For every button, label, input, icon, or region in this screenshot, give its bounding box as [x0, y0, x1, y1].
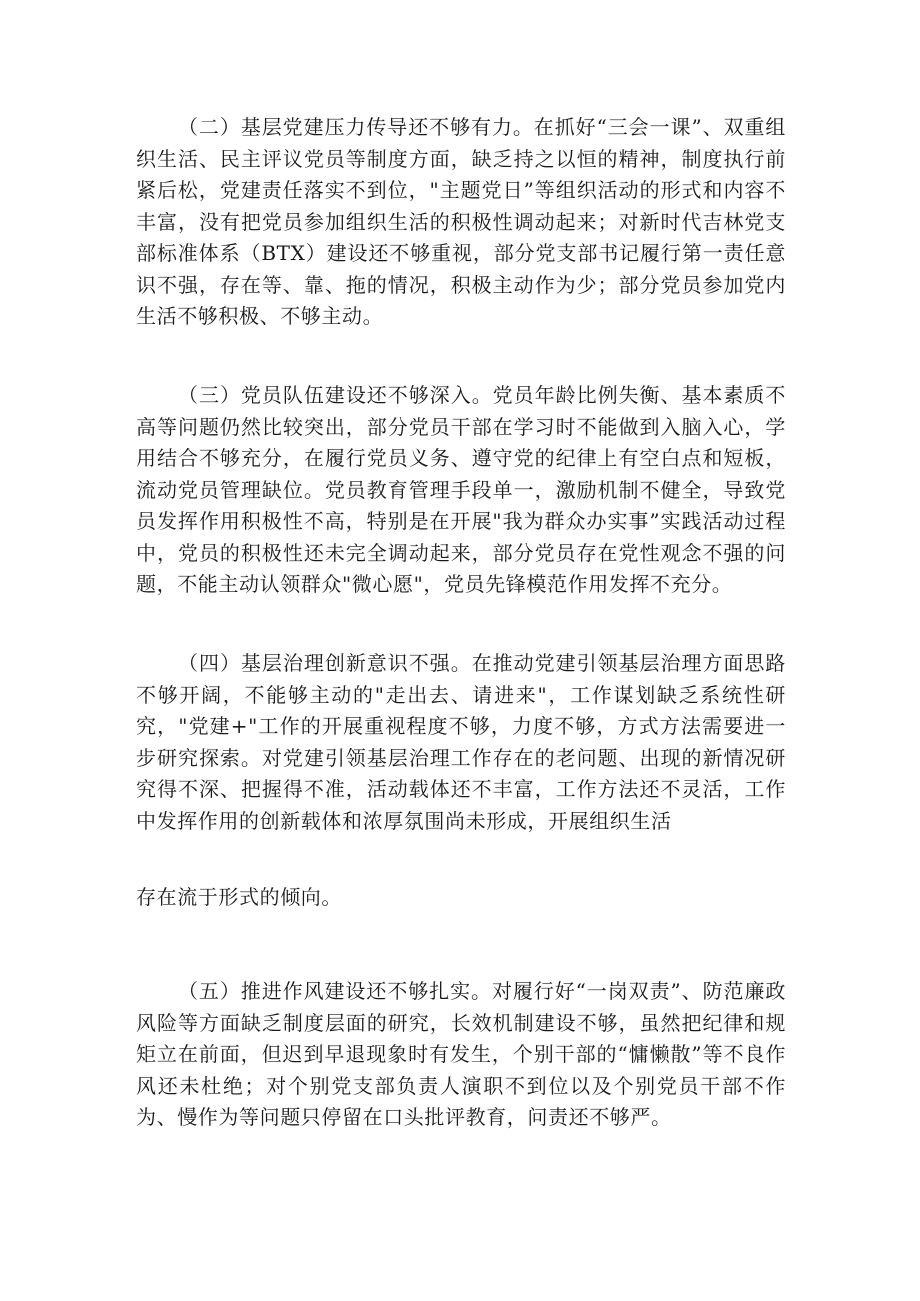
paragraph-work-style: （五）推进作风建设还不够扎实。对履行好“一岗双责”、防范廉政风险等方面缺乏制度层面的研究，长效机制建设不够，虽然把纪律和规矩立在前面，但迟到早退现象时有发生，个别干部的“慵懒散”等不良作风还未杜绝；对个别党支部负责人演职不到位以及个别党员干部不作为、慢作为等问题只停留在口头批评教育，问责还不够严。	[136, 979, 786, 1129]
paragraph-grassroots-governance: （四）基层治理创新意识不强。在推动党建引领基层治理方面思路不够开阔，不能够主动的"走出去、请进来"，工作谋划缺乏系统性研究，"党建+"工作的开展重视程度不够，力度不够，方式方法需要进一步研究探索。对党建引领基层治理工作存在的老问题、出现的新情况研究得不深、把握得不准，活动载体还不丰富，工作方法还不灵活，工作中发挥作用的创新载体和浓厚氛围尚未形成，开展组织生活	[136, 651, 786, 833]
paragraph-party-member-team: （三）党员队伍建设还不够深入。党员年龄比例失衡、基本素质不高等问题仍然比较突出，部分党员干部在学习时不能做到入脑入心，学用结合不够充分，在履行党员义务、遵守党的纪律上有空白点和短板，流动党员管理缺位。党员教育管理手段单一，激励机制不健全，导致党员发挥作用积极性不高，特别是在开展"我为群众办实事”实践活动过程中，党员的积极性还未完全调动起来，部分党员存在党性观念不强的问题，不能主动认领群众"微心愿"，党员先锋模范作用发挥不充分。	[136, 383, 786, 596]
paragraph-continuation: 存在流于形式的倾向。	[136, 885, 342, 909]
paragraph-party-building-pressure: （二）基层党建压力传导还不够有力。在抓好“三会一课”、双重组织生活、民主评议党员等制度方面，缺乏持之以恒的精神，制度执行前紧后松，党建责任落实不到位，"主题党日”等组织活动的形式和内容不丰富，没有把党员参加组织生活的积极性调动起来；对新时代吉林党支部标准体系（BTX）建设还不够重视，部分党支部书记履行第一责任意识不强，存在等、靠、拖的情况，积极主动作为少；部分党员参加党内生活不够积极、不够主动。	[136, 115, 786, 328]
